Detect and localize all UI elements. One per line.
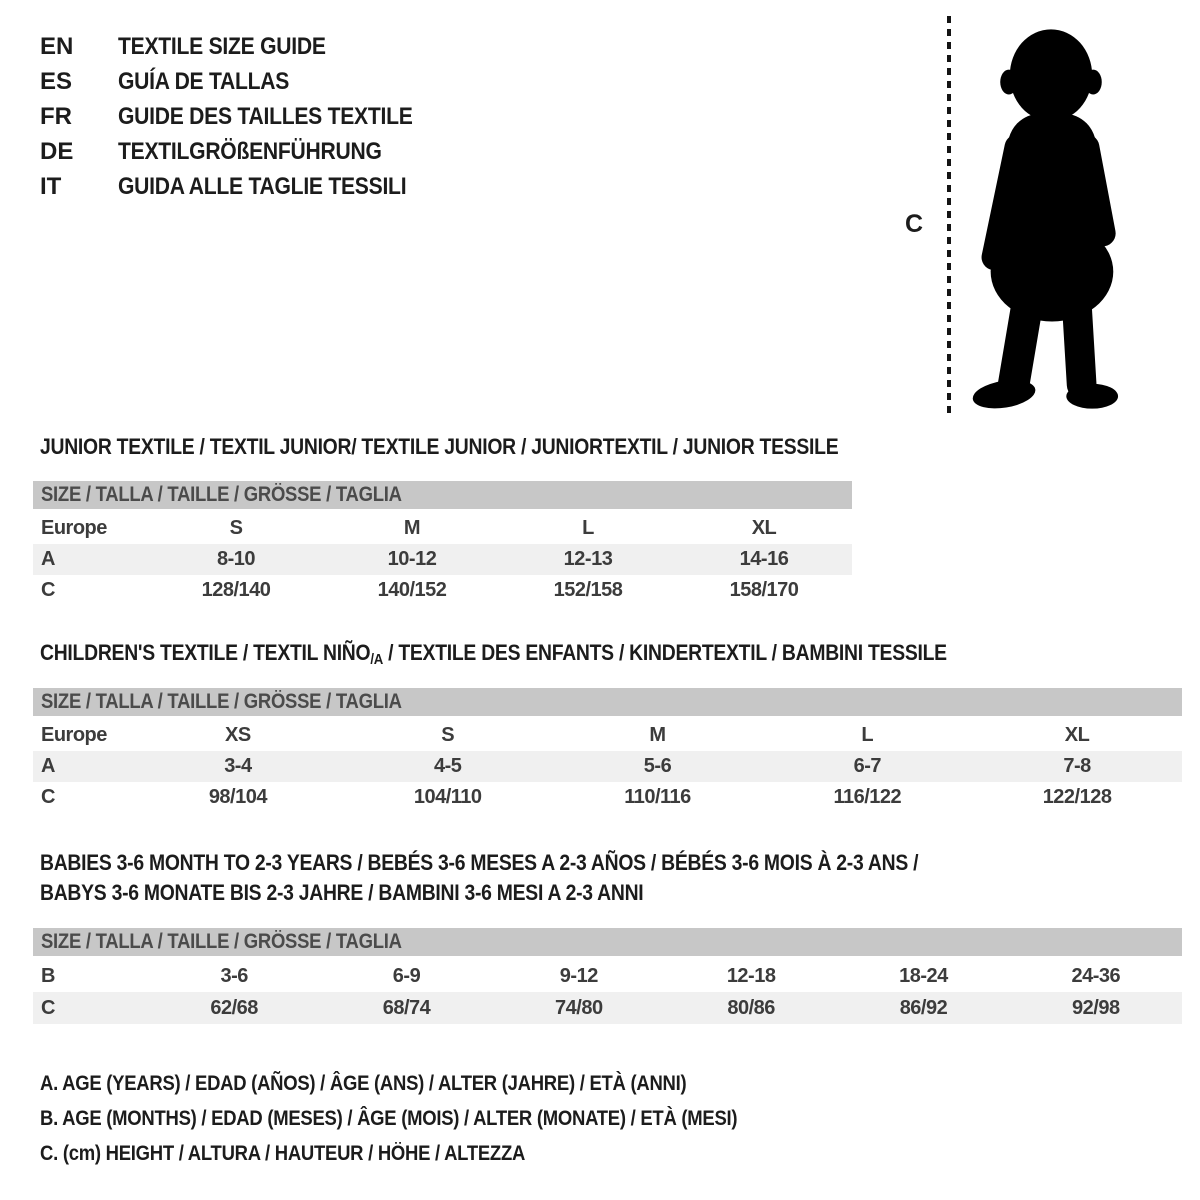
table-row bbox=[33, 544, 852, 575]
children-size-table bbox=[33, 688, 1182, 813]
children-section-heading bbox=[40, 640, 1070, 673]
table-cell: 18-24 bbox=[899, 964, 948, 987]
table-cell: XS bbox=[225, 724, 251, 746]
table-cell: 68/74 bbox=[382, 996, 431, 1019]
children-heading-pre: CHILDREN'S TEXTILE / TEXTIL NIÑO bbox=[40, 640, 371, 665]
lang-title: TEXTILE SIZE GUIDE bbox=[118, 32, 326, 60]
junior-size-table bbox=[33, 481, 852, 606]
row-label: B bbox=[41, 964, 55, 987]
table-cell: 5-6 bbox=[643, 755, 672, 777]
table-cell: S bbox=[441, 724, 455, 746]
table-row bbox=[33, 720, 1182, 751]
table-row bbox=[33, 751, 1182, 782]
legend-line-c bbox=[40, 1136, 832, 1171]
table-cell: 74/80 bbox=[555, 996, 603, 1019]
table-cell: 92/98 bbox=[1072, 996, 1120, 1019]
table-cell: 116/122 bbox=[833, 786, 902, 808]
table-cell: XL bbox=[751, 517, 777, 539]
lang-row-en bbox=[40, 29, 453, 64]
size-header-text: SIZE / TALLA / TAILLE / GRÖSSE / TAGLIA bbox=[41, 483, 402, 506]
table-cell: 104/110 bbox=[413, 786, 482, 808]
table-cell: 6-7 bbox=[853, 755, 881, 777]
babies-heading-line1: BABIES 3-6 MONTH TO 2-3 YEARS / BEBÉS 3-6 MESES A 2-3 AÑOS / BÉBÉS 3-6 MOIS À 2-3 ANS / bbox=[40, 850, 919, 875]
junior-section-heading bbox=[40, 434, 947, 460]
table-cell: 12-18 bbox=[726, 964, 776, 987]
babies-section-heading bbox=[40, 848, 1038, 908]
lang-code: IT bbox=[40, 172, 62, 200]
table-cell: 86/92 bbox=[899, 996, 948, 1019]
lang-code: EN bbox=[40, 32, 74, 60]
table-cell: 4-5 bbox=[433, 755, 462, 777]
toddler-silhouette-icon bbox=[960, 18, 1142, 420]
babies-heading-line2: BABYS 3-6 MONATE BIS 2-3 JAHRE / BAMBINI 3-6 MESI A 2-3 ANNI bbox=[40, 880, 644, 905]
row-label: C bbox=[41, 579, 55, 601]
legend-text-c: C. (cm) HEIGHT / ALTURA / HAUTEUR / HÖHE / ALTEZZA bbox=[40, 1142, 526, 1165]
table-row bbox=[33, 513, 852, 544]
table-cell: XL bbox=[1064, 724, 1090, 746]
table-row bbox=[33, 992, 1182, 1024]
lang-code: FR bbox=[40, 102, 72, 130]
table-cell: 24-36 bbox=[1071, 964, 1121, 987]
size-header-text: SIZE / TALLA / TAILLE / GRÖSSE / TAGLIA bbox=[41, 930, 402, 953]
lang-title: TEXTILGRÖßENFÜHRUNG bbox=[118, 137, 382, 165]
lang-code: DE bbox=[40, 137, 74, 165]
row-label: Europe bbox=[41, 724, 107, 746]
children-heading-post: / TEXTILE DES ENFANTS / KINDERTEXTIL / BAMBINI TESSILE bbox=[382, 640, 947, 665]
size-header-bar bbox=[33, 928, 1182, 956]
legend-text-a: A. AGE (YEARS) / EDAD (AÑOS) / ÂGE (ANS) / ALTER (JAHRE) / ETÀ (ANNI) bbox=[40, 1072, 687, 1095]
size-header-text: SIZE / TALLA / TAILLE / GRÖSSE / TAGLIA bbox=[41, 690, 402, 713]
table-cell: 7-8 bbox=[1063, 755, 1091, 777]
table-cell: 140/152 bbox=[377, 579, 447, 601]
row-label: Europe bbox=[41, 517, 107, 539]
children-heading-sub: /A bbox=[370, 651, 383, 668]
table-cell: 14-16 bbox=[739, 548, 789, 570]
row-label: A bbox=[41, 755, 55, 777]
children-heading-text bbox=[40, 640, 947, 673]
table-cell: 3-6 bbox=[220, 964, 248, 987]
table-cell: 152/158 bbox=[553, 579, 623, 601]
row-label: C bbox=[41, 996, 55, 1019]
babies-size-table bbox=[33, 928, 1182, 1024]
legend-line-a bbox=[40, 1066, 832, 1101]
legend-line-b bbox=[40, 1101, 832, 1136]
legend-text-b: B. AGE (MONTHS) / EDAD (MESES) / ÂGE (MOIS) / ALTER (MONATE) / ETÀ (MESI) bbox=[40, 1107, 738, 1130]
legend bbox=[40, 1066, 832, 1171]
table-cell: M bbox=[649, 724, 666, 746]
table-cell: 6-9 bbox=[392, 964, 421, 987]
height-measure-dashed-line bbox=[947, 16, 951, 416]
size-header-bar bbox=[33, 688, 1182, 716]
table-cell: 98/104 bbox=[208, 786, 267, 808]
table-cell: 8-10 bbox=[216, 548, 256, 570]
table-cell: 62/68 bbox=[210, 996, 258, 1019]
table-cell: 122/128 bbox=[1042, 786, 1112, 808]
table-row bbox=[33, 575, 852, 606]
table-cell: S bbox=[229, 517, 243, 539]
table-row bbox=[33, 782, 1182, 813]
table-cell: 158/170 bbox=[729, 579, 799, 601]
lang-code: ES bbox=[40, 67, 73, 95]
table-cell: 12-13 bbox=[563, 548, 613, 570]
table-cell: 3-4 bbox=[224, 755, 252, 777]
table-row bbox=[33, 960, 1182, 992]
table-cell: M bbox=[403, 517, 421, 539]
table-cell: 128/140 bbox=[201, 579, 271, 601]
table-cell: 10-12 bbox=[387, 548, 437, 570]
lang-title: GUIDA ALLE TAGLIE TESSILI bbox=[118, 172, 407, 200]
lang-title: GUIDE DES TAILLES TEXTILE bbox=[118, 102, 413, 130]
row-label: A bbox=[41, 548, 55, 570]
table-cell: L bbox=[861, 724, 874, 746]
lang-row-es bbox=[40, 64, 453, 99]
junior-heading-text: JUNIOR TEXTILE / TEXTIL JUNIOR/ TEXTILE JUNIOR / JUNIORTEXTIL / JUNIOR TESSILE bbox=[40, 434, 839, 459]
height-measure-label: C bbox=[905, 210, 924, 238]
language-title-list bbox=[40, 29, 453, 204]
table-cell: L bbox=[582, 517, 594, 539]
table-cell: 110/116 bbox=[624, 786, 691, 808]
table-cell: 9-12 bbox=[559, 964, 598, 987]
lang-row-it bbox=[40, 169, 453, 204]
row-label: C bbox=[41, 786, 55, 808]
lang-row-fr bbox=[40, 99, 453, 134]
lang-title: GUÍA DE TALLAS bbox=[118, 67, 290, 95]
lang-row-de bbox=[40, 134, 453, 169]
table-cell: 80/86 bbox=[727, 996, 775, 1019]
size-header-bar bbox=[33, 481, 852, 509]
